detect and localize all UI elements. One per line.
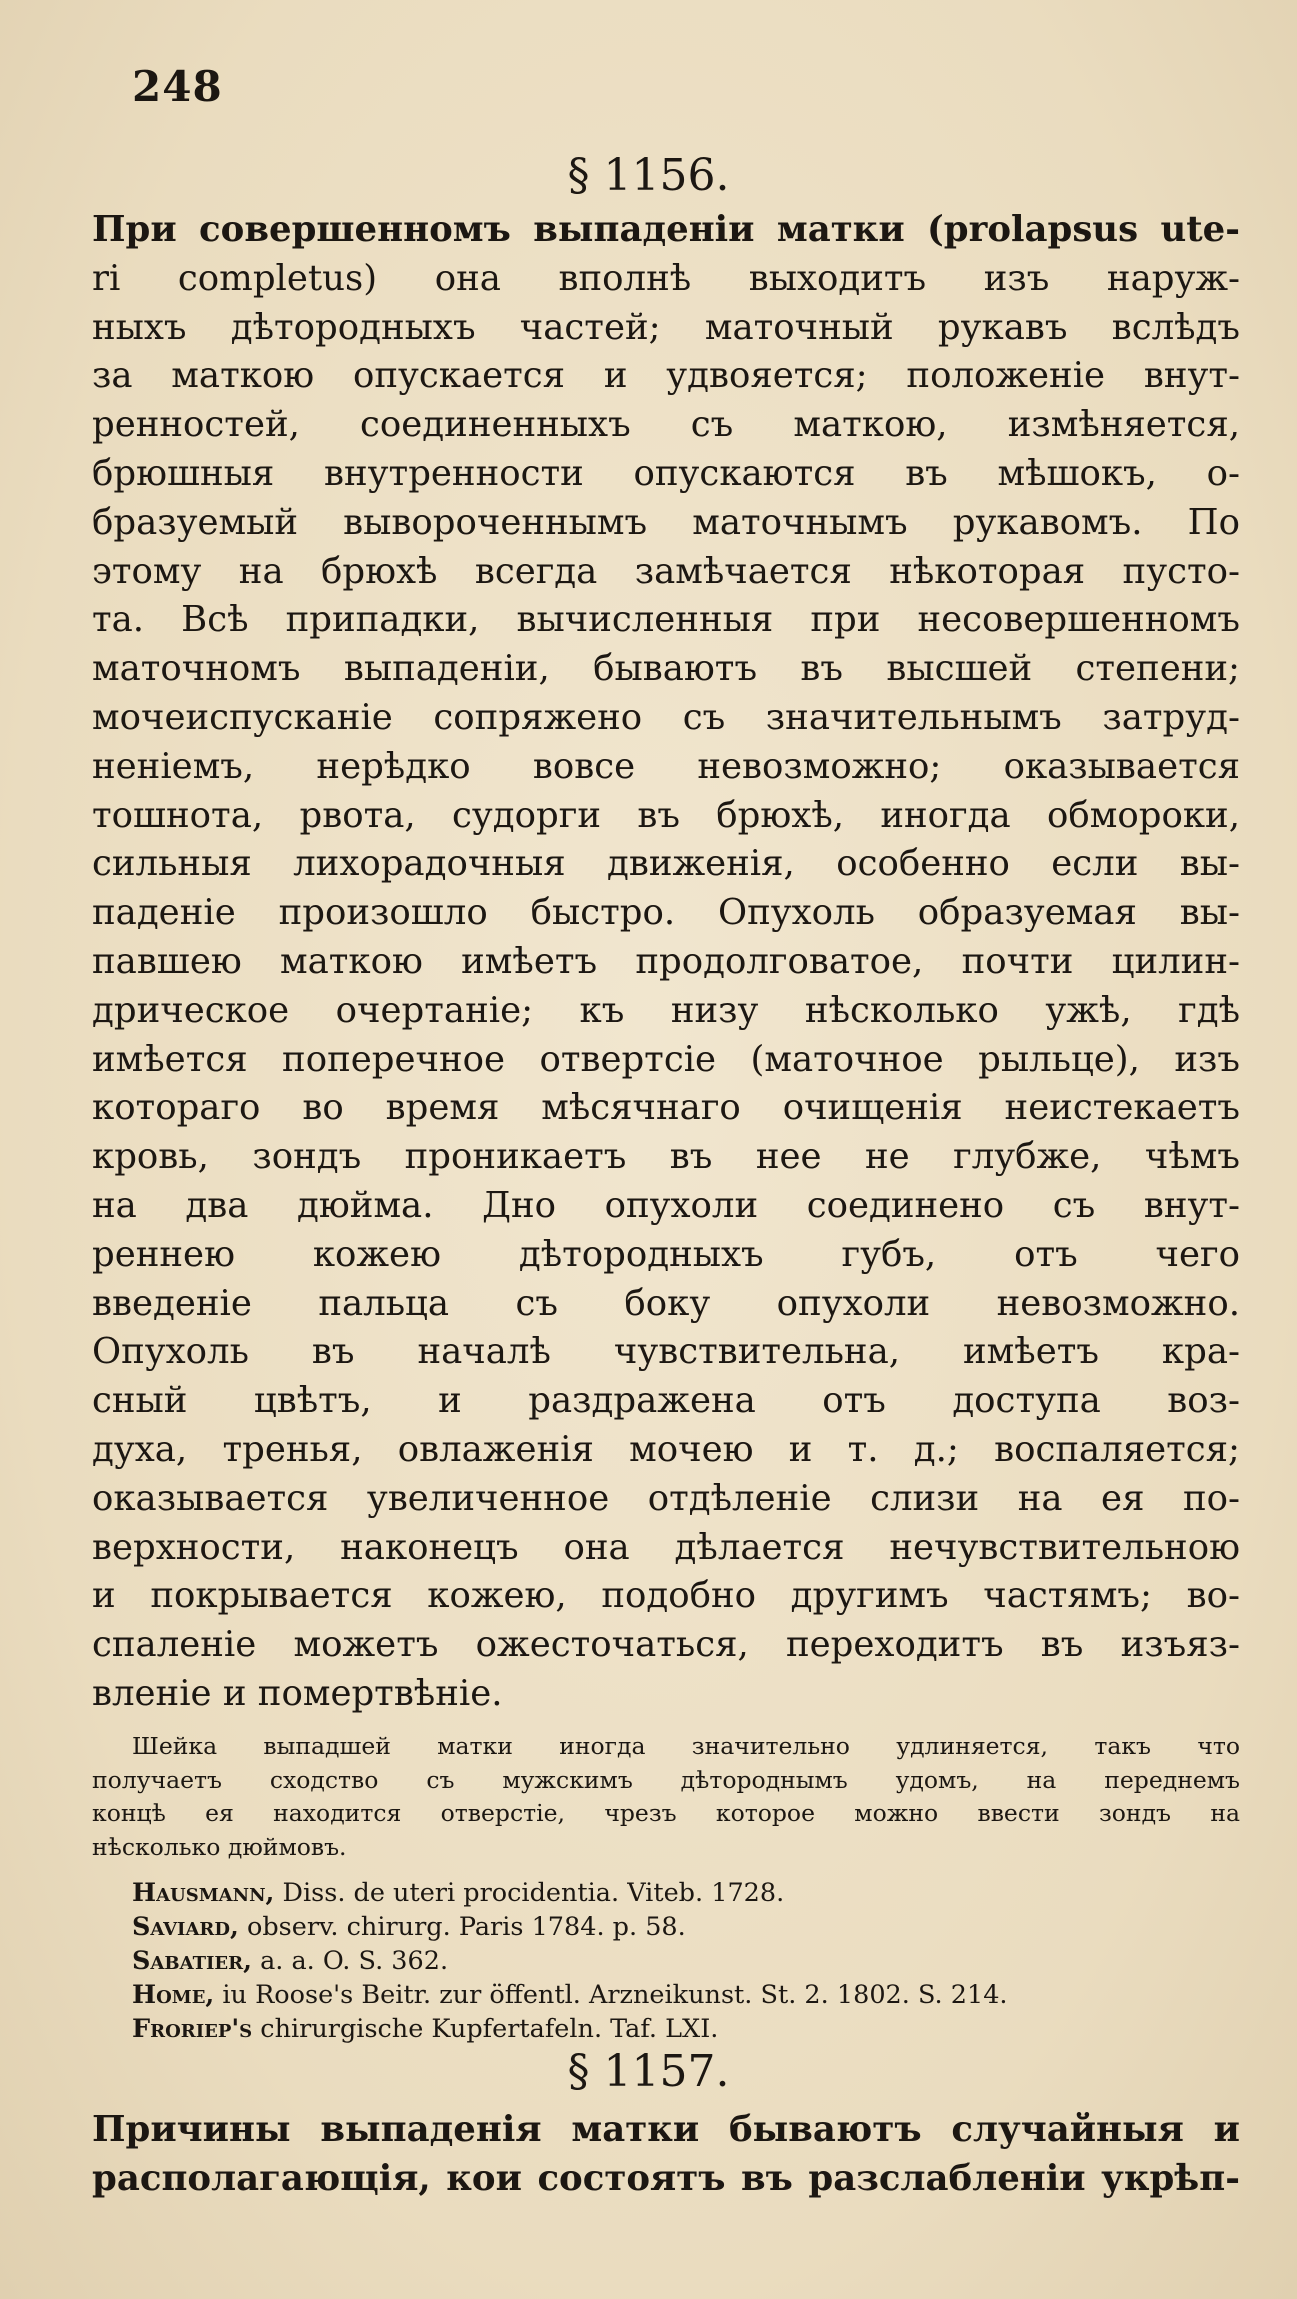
section-1157-body <box>92 2106 1240 2204</box>
text-line: Причины выпаденія матки бываютъ случайныя и <box>92 2109 1240 2150</box>
note-line: получаетъ сходство съ мужскимъ дѣтороднымъ удомъ, на переднемъ <box>92 1765 1240 1794</box>
reference-work: chirurgische Kupfertafeln. Taf. LXI. <box>260 2014 719 2044</box>
text-line: располагающія, кои состоятъ въ разслабленіи укрѣп- <box>92 2157 1240 2199</box>
text-line: ренностей, соединенныхъ съ маткою, измѣняется, <box>92 404 1240 446</box>
text-line: та. Всѣ припадки, вычисленныя при несовершенномъ <box>92 599 1240 641</box>
reference-work: a. a. O. S. 362. <box>260 1946 449 1976</box>
reference-entry <box>132 2012 1232 2046</box>
text-line: мочеиспусканіе сопряжено съ значительнымъ затруд- <box>92 696 1240 738</box>
text-line: кровь, зондъ проникаетъ въ нее не глубже, чѣмъ <box>92 1136 1240 1178</box>
note-line: концѣ ея находится отверстіе, чрезъ которое можно ввести зондъ на <box>92 1799 1240 1827</box>
text-line: тошнота, рвота, судорги въ брюхѣ, иногда обмороки, <box>92 794 1240 836</box>
text-line: Опухоль въ началѣ чувствительна, имѣетъ кра- <box>92 1331 1240 1373</box>
text-line: введеніе пальца съ боку опухоли невозможно. <box>92 1282 1240 1324</box>
reference-author: Saviard, <box>132 1912 239 1942</box>
text-line: сный цвѣтъ, и раздражена отъ доступа воз- <box>92 1380 1240 1422</box>
reference-author: Home, <box>132 1980 215 2010</box>
text-line: реннею кожею дѣтородныхъ губъ, отъ чего <box>92 1233 1240 1275</box>
text-line: неніемъ, нерѣдко вовсе невозможно; оказывается <box>92 745 1240 787</box>
section-1156-body <box>92 206 1240 1719</box>
section-1156-note <box>92 1730 1240 1864</box>
text-line: верхности, наконецъ она дѣлается нечувствительною <box>92 1526 1240 1568</box>
section-1156-references <box>132 1876 1232 2046</box>
text-line: маточномъ выпаденіи, бываютъ въ высшей степени; <box>92 648 1240 690</box>
reference-entry <box>132 1876 1232 1910</box>
text-line: павшею маткою имѣетъ продолговатое, почти цилин- <box>92 940 1240 982</box>
text-line: имѣется поперечное отвертсіе (маточное рыльце), изъ <box>92 1038 1240 1080</box>
text-line: ri completus) она вполнѣ выходитъ изъ наруж- <box>92 257 1240 299</box>
note-line: Шейка выпадшей матки иногда значительно удлиняется, такъ что <box>132 1732 1240 1760</box>
reference-work: Diss. de uteri procidentia. Viteb. 1728. <box>282 1878 785 1908</box>
reference-entry <box>132 1944 1232 1978</box>
text-line: спаленіе можетъ ожесточаться, переходитъ въ изъяз- <box>92 1624 1240 1666</box>
reference-work: observ. chirurg. Paris 1784. p. 58. <box>246 1912 686 1942</box>
text-line: и покрывается кожею, подобно другимъ частямъ; во- <box>92 1575 1240 1617</box>
reference-author: Froriep's <box>132 2014 253 2044</box>
text-line: этому на брюхѣ всегда замѣчается нѣкоторая пусто- <box>92 550 1240 592</box>
text-line: При совершенномъ выпаденіи матки (prolapsus ute- <box>92 209 1240 250</box>
page-number: 248 <box>132 62 223 111</box>
note-line: нѣсколько дюймовъ. <box>92 1832 347 1861</box>
text-line: вленіе и помертвѣніе. <box>92 1672 503 1714</box>
reference-author: Hausmann, <box>132 1878 275 1908</box>
text-line: котораго во время мѣсячнаго очищенія неистекаетъ <box>92 1087 1240 1129</box>
reference-author: Sabatier, <box>132 1946 252 1976</box>
text-line: сильныя лихорадочныя движенія, особенно если вы- <box>92 843 1240 885</box>
reference-work: iu Roose's Beitr. zur öffentl. Arzneikunst. St. 2. 1802. S. 214. <box>222 1980 1008 2010</box>
section-heading-1156: § 1156. <box>567 150 730 201</box>
text-line: дрическое очертаніе; къ низу нѣсколько ужѣ, гдѣ <box>92 989 1240 1031</box>
reference-entry <box>132 1978 1232 2012</box>
text-line: оказывается увеличенное отдѣленіе слизи на ея по- <box>92 1477 1240 1519</box>
text-line: паденіе произошло быстро. Опухоль образуемая вы- <box>92 892 1240 934</box>
section-heading-1157: § 1157. <box>567 2046 730 2097</box>
text-line: брюшныя внутренности опускаются въ мѣшокъ, о- <box>92 452 1240 494</box>
text-line: духа, тренья, овлаженія мочею и т. д.; воспаляется; <box>92 1428 1240 1470</box>
text-line: на два дюйма. Дно опухоли соединено съ внут- <box>92 1184 1240 1226</box>
text-line: за маткою опускается и удвояется; положеніе внут- <box>92 355 1240 397</box>
reference-entry <box>132 1910 1232 1944</box>
text-line: бразуемый вывороченнымъ маточнымъ рукавомъ. По <box>92 501 1240 543</box>
text-line: ныхъ дѣтородныхъ частей; маточный рукавъ вслѣдъ <box>92 306 1240 348</box>
